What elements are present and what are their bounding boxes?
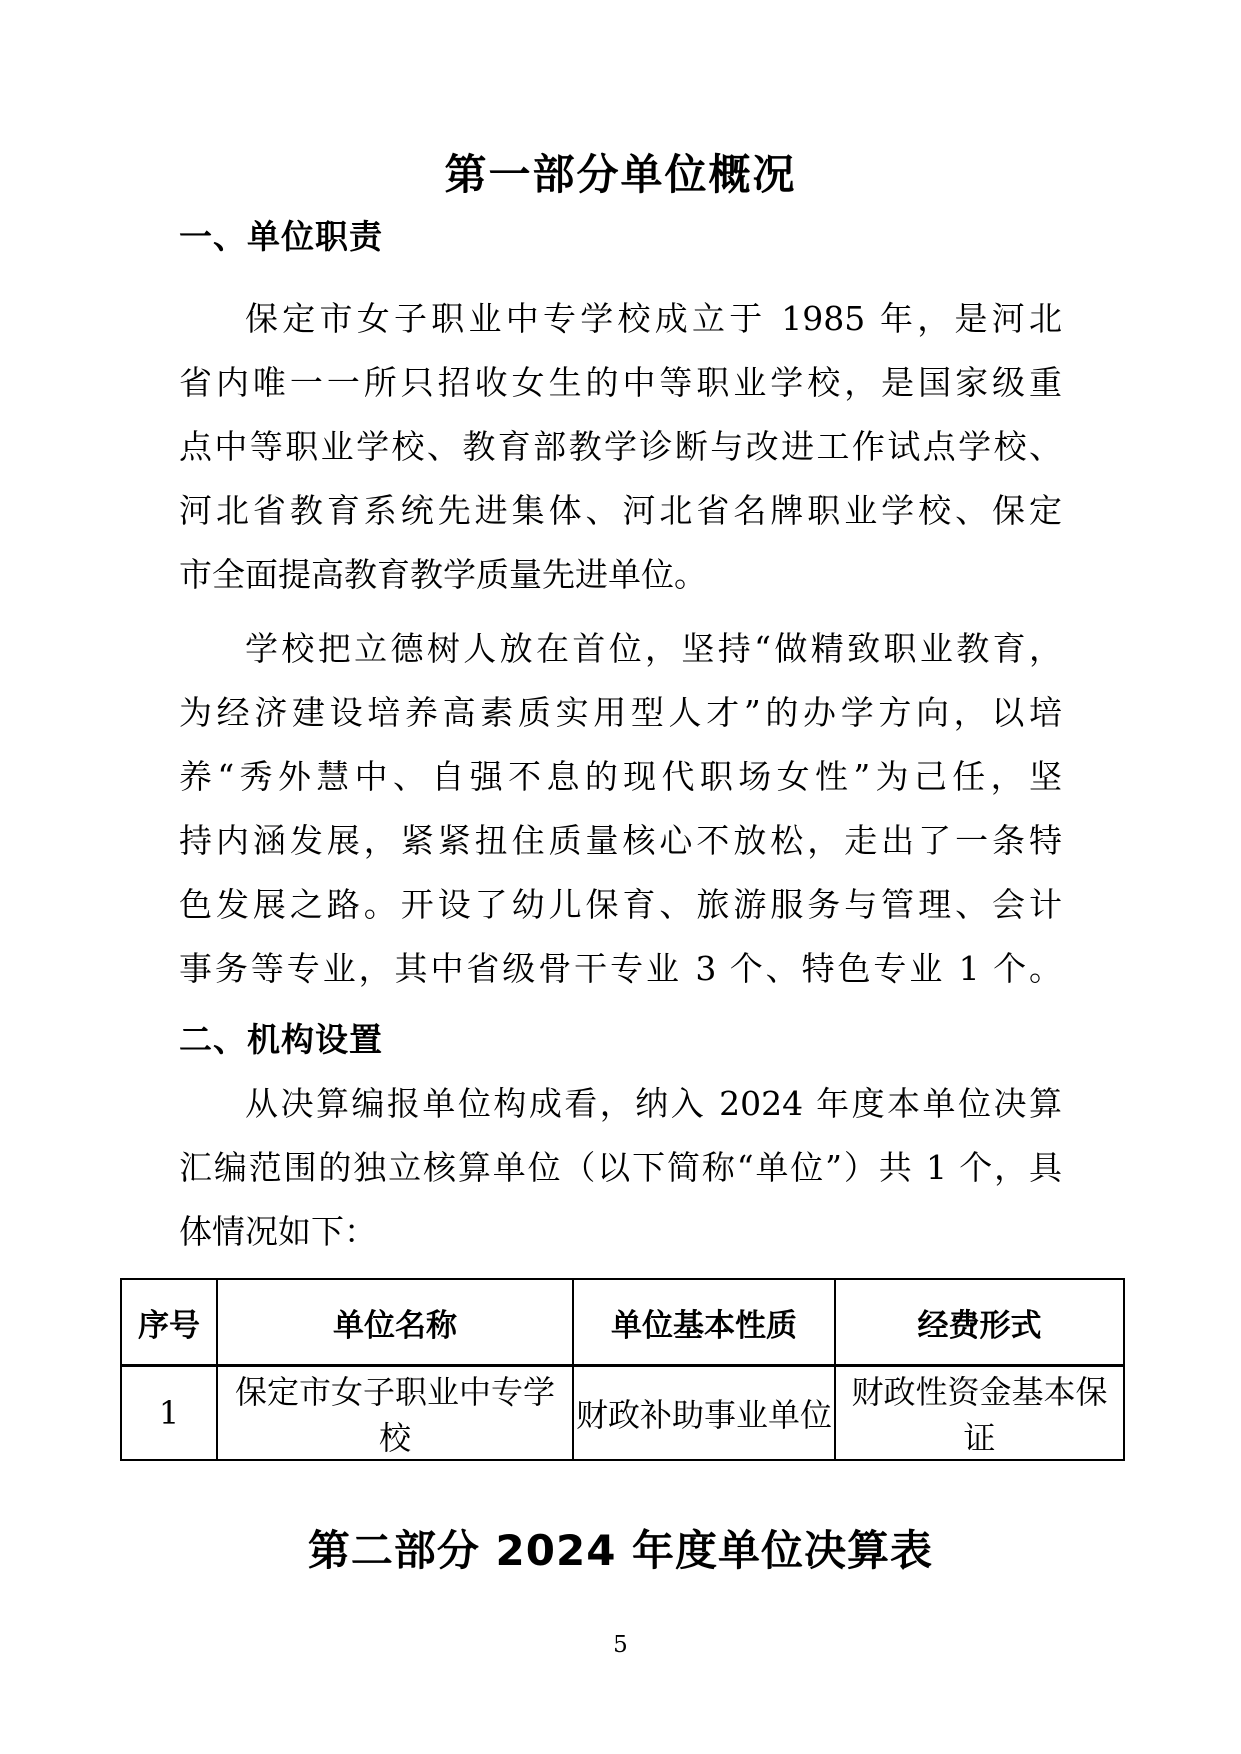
text-line: 持内涵发展，紧紧扭住质量核心不放松，走出了一条特: [179, 821, 1062, 860]
cell-index: 1: [121, 1366, 217, 1461]
text-line: 体情况如下：: [179, 1212, 377, 1251]
text-line: 色发展之路。开设了幼儿保育、旅游服务与管理、会计: [179, 885, 1062, 924]
cell-unit-nature: 财政补助事业单位: [573, 1366, 835, 1461]
cell-funding-form: 财政性资金基本保证: [835, 1366, 1124, 1461]
cell-unit-name: 保定市女子职业中专学校: [217, 1366, 573, 1461]
page-number: 5: [613, 1632, 628, 1658]
text-line: 养“秀外慧中、自强不息的现代职场女性”为己任，坚: [179, 757, 1062, 796]
paragraph-2: [179, 617, 1062, 1001]
text-line: 事务等专业，其中省级骨干专业 3 个、特色专业 1 个。: [179, 949, 1062, 988]
text-line: 保定市女子职业中专学校成立于 1985 年，是河北: [245, 299, 1062, 338]
table-row: [121, 1366, 1124, 1461]
paragraph-1: [179, 287, 1062, 607]
col-header-unit-nature: 单位基本性质: [573, 1279, 835, 1366]
col-header-funding-form: 经费形式: [835, 1279, 1124, 1366]
text-line: 河北省教育系统先进集体、河北省名牌职业学校、保定: [179, 491, 1062, 530]
col-header-unit-name: 单位名称: [217, 1279, 573, 1366]
table-header-row: [121, 1279, 1124, 1366]
text-line: 点中等职业学校、教育部教学诊断与改进工作试点学校、: [179, 427, 1062, 466]
units-table: [120, 1278, 1125, 1461]
paragraph-3: [179, 1072, 1062, 1264]
part1-title: 第一部分单位概况: [444, 150, 797, 199]
text-line: 汇编范围的独立核算单位（以下简称“单位”）共 1 个，具: [179, 1148, 1062, 1187]
text-line: 从决算编报单位构成看，纳入 2024 年度本单位决算: [245, 1084, 1062, 1123]
text-line: 省内唯一一所只招收女生的中等职业学校，是国家级重: [179, 363, 1062, 402]
part2-title: 第二部分 2024 年度单位决算表: [307, 1526, 934, 1575]
text-block: [0, 205, 1241, 1461]
text-line: 为经济建设培养高素质实用型人才”的办学方向，以培: [179, 693, 1062, 732]
text-line: 学校把立德树人放在首位，坚持“做精致职业教育，: [245, 629, 1062, 668]
col-header-index: 序号: [121, 1279, 217, 1366]
section2-heading: 二、机构设置: [179, 1020, 383, 1059]
section1-heading: 一、单位职责: [179, 217, 383, 256]
text-line: 市全面提高教育教学质量先进单位。: [179, 555, 707, 594]
